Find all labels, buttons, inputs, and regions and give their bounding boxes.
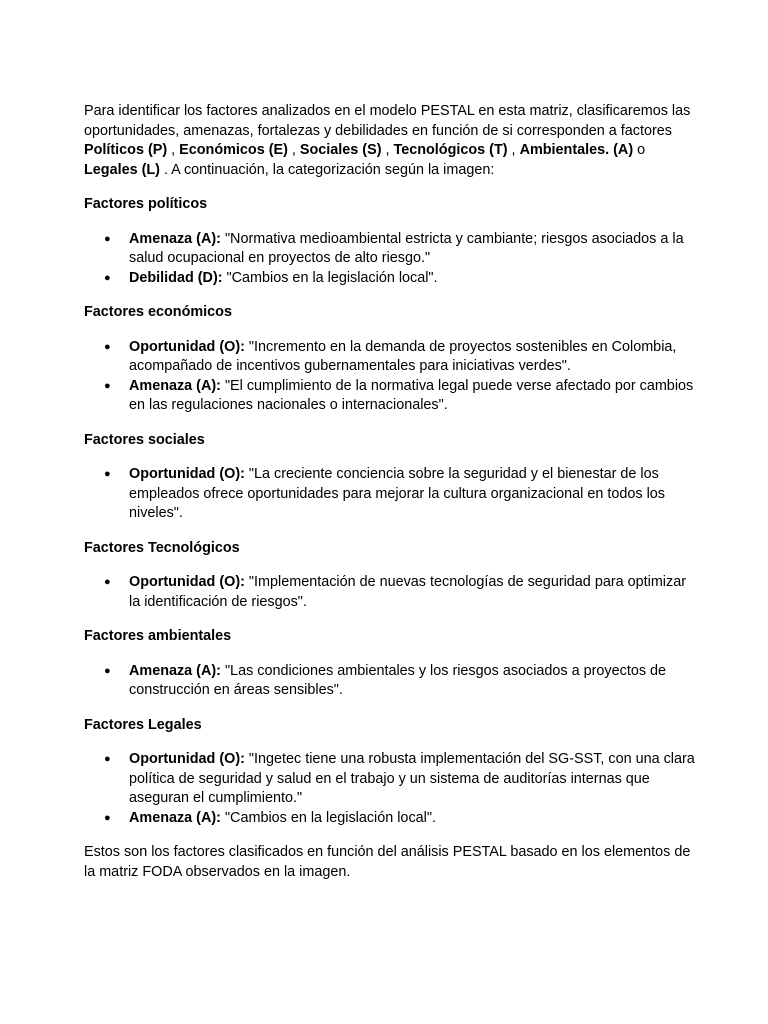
factor-tecnologicos: Tecnológicos (T) [393,142,508,158]
item-text: "La creciente conciencia sobre la seguridad y el bienestar de los empleados ofrece oportunidades para mejorar la cultura organizacional en todos los niveles". [129,466,665,521]
item-text: "Cambios en la legislación local". [220,809,436,826]
factor-sociales: Sociales (S) [299,142,382,158]
intro-text-end: . A continuación, la categorización según la imagen: [159,161,495,178]
section-heading-economicos: Factores económicos [84,304,232,320]
section-heading-ambientales: Factores ambientales [84,628,232,644]
item-text: "Normativa medioambiental estricta y cambiante; riesgos asociados a la salud ocupacional en proyectos de alto riesgo." [129,230,684,266]
factor-legales: Legales (L) [84,161,160,178]
list-item [84,230,696,269]
item-label: Amenaza (A): [129,809,221,826]
intro-text-start: Para identificar los factores analizados en el modelo PESTAL en esta matriz, clasificaremos las oportunidades, amenazas, fortalezas y debilidades en función de si corresponden a factores [84,103,691,139]
item-label: Amenaza (A): [129,662,221,679]
section-heading-sociales: Factores sociales [84,431,205,448]
list-item [84,662,696,701]
bullet-icon: ● [104,576,111,588]
section-list-sociales [84,465,696,524]
closing-paragraph: Estos son los factores clasificados en función del análisis PESTAL basado en los elementos de la matriz FODA observados en la imagen. [84,844,691,880]
bullet-icon: ● [104,664,111,677]
section-heading-legales: Factores Legales [84,716,202,733]
item-label: Oportunidad (O): [129,574,245,590]
section-list-economicos [84,338,696,416]
item-text: "Incremento en la demanda de proyectos sostenibles en Colombia, acompañado de incentivos gubernamentales para iniciativas verdes". [129,338,677,374]
item-text: "Implementación de nuevas tecnologías de seguridad para optimizar la identificación de riesgos". [129,574,686,610]
section-list-ambientales [84,662,696,701]
item-text: "Cambios en la legislación local". [222,269,438,286]
intro-separator: , [287,142,300,158]
bullet-icon: ● [104,811,111,824]
item-text: "Ingetec tiene una robusta implementación del SG-SST, con una clara política de seguridad y salud en el trabajo y un sistema de auditorías internas que aseguran el cumplimiento." [129,751,695,806]
section-heading-tecnologicos: Factores Tecnológicos [84,539,240,556]
item-label: Amenaza (A): [129,230,221,247]
section-list-politicos [84,230,696,289]
bullet-icon: ● [104,232,111,245]
bullet-icon: ● [104,271,111,284]
list-item [84,573,696,612]
item-label: Debilidad (D): [129,269,223,286]
item-label: Oportunidad (O): [129,466,245,482]
factor-economicos: Económicos (E) [179,142,288,158]
intro-separator: , [167,142,180,158]
section-list-legales [84,750,696,828]
item-text: "Las condiciones ambientales y los riesgos asociados a proyectos de construcción en áreas sensibles". [129,662,667,698]
item-label: Amenaza (A): [129,377,221,394]
intro-paragraph [84,102,696,180]
item-text: "El cumplimiento de la normativa legal puede verse afectado por cambios en las regulaciones nacionales o internacionales". [129,377,694,413]
document-body [84,102,696,882]
bullet-icon: ● [104,379,111,392]
list-item [84,809,696,829]
intro-separator: , [507,142,520,158]
item-label: Oportunidad (O): [129,751,245,767]
item-label: Oportunidad (O): [129,338,245,355]
bullet-icon: ● [104,753,111,765]
factor-ambientales: Ambientales. (A) [519,142,634,158]
list-item [84,377,696,416]
bullet-icon: ● [104,340,111,353]
intro-separator: , [381,142,394,158]
list-item [84,338,696,377]
factor-politicos: Políticos (P) [84,142,168,158]
list-item [84,465,696,524]
intro-separator: o [633,142,646,158]
section-list-tecnologicos [84,573,696,612]
section-heading-politicos: Factores políticos [84,196,208,212]
list-item [84,269,696,289]
list-item [84,750,696,809]
bullet-icon: ● [104,468,111,480]
